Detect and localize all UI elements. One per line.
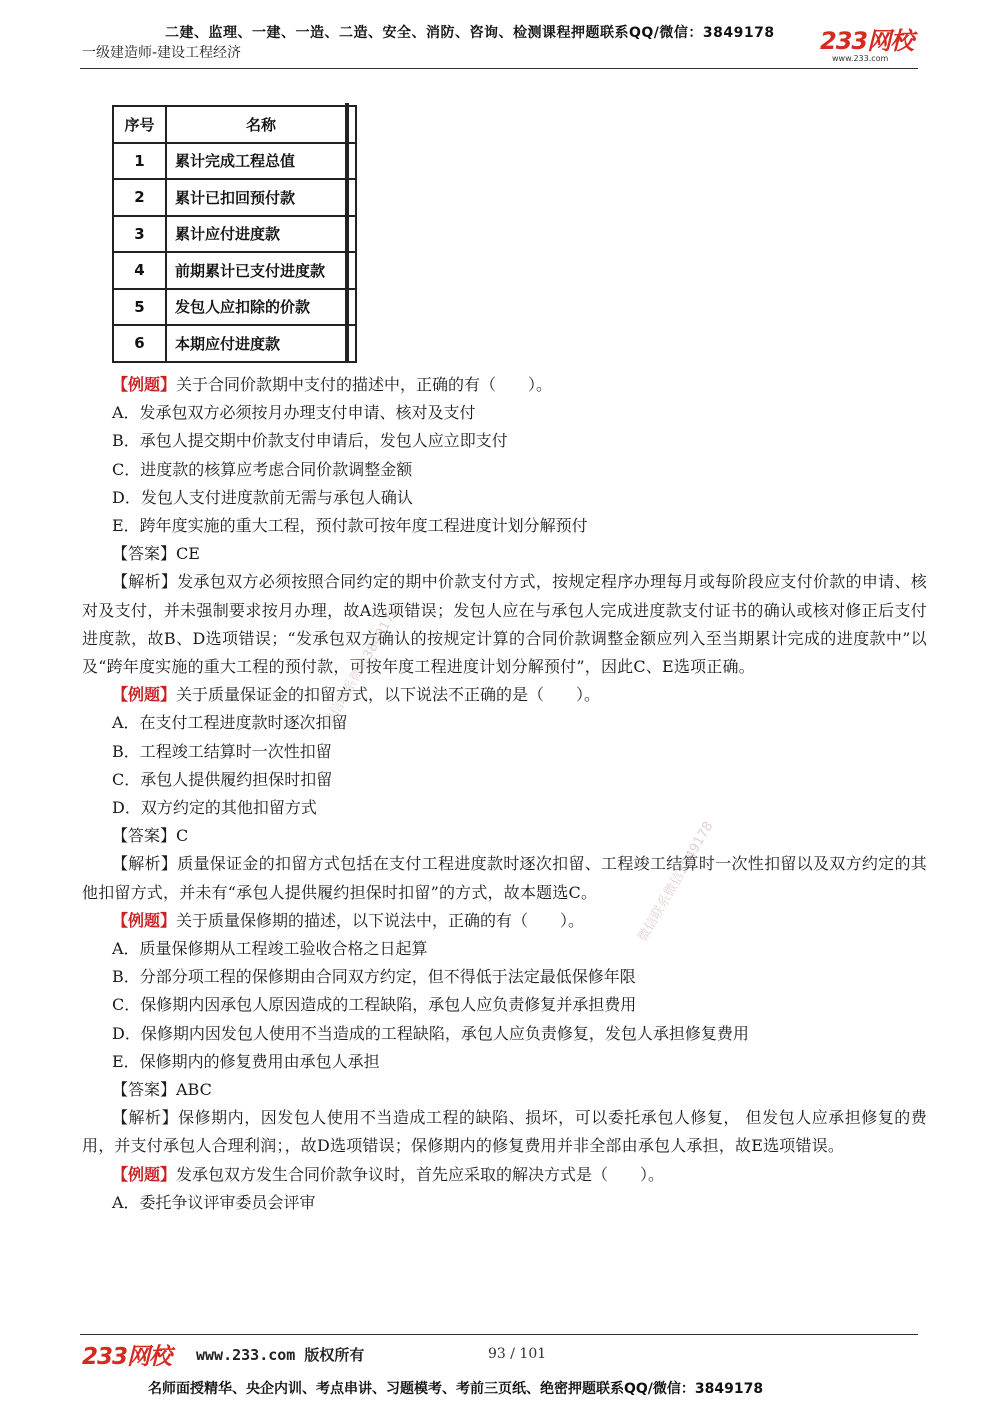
table-cell: 累计应付进度款 (166, 216, 356, 253)
table-cell: 发包人应扣除的价款 (166, 289, 356, 326)
footer-copyright: www.233.com 版权所有 (196, 1346, 365, 1364)
question-stem (82, 907, 927, 935)
table-header-row (113, 106, 356, 143)
answer-line: 【答案】ABC (112, 1080, 212, 1100)
option-item: A．在支付工程进度款时逐次扣留 (112, 713, 348, 733)
table-row (113, 325, 356, 362)
option-item: A．发承包双方必须按月办理支付申请、核对及支付 (112, 403, 476, 423)
option-item: C．进度款的核算应考虑合同价款调整金额 (112, 459, 413, 479)
table-row (113, 216, 356, 253)
footer-logo: 233网校 (82, 1344, 172, 1370)
question-text: 关于合同价款期中支付的描述中，正确的有（ ）。 (176, 375, 553, 394)
option-item: A．委托争议评审委员会评审 (112, 1192, 316, 1212)
watermark: 微信联系微信3849178 (321, 604, 403, 730)
example-tag: 【例题】 (112, 375, 177, 394)
table-cell: 2 (113, 179, 166, 216)
option-item: E．保修期内的修复费用由承包人承担 (112, 1051, 380, 1071)
option-item: C．保修期内因承包人原因造成的工程缺陷，承包人应负责修复并承担费用 (112, 995, 637, 1015)
items-table (112, 105, 357, 363)
header-divider (80, 68, 918, 69)
table-cell: 1 (113, 143, 166, 180)
option-item: E．跨年度实施的重大工程，预付款可按年度工程进度计划分解预付 (112, 516, 588, 536)
table-cell: 本期应付进度款 (166, 325, 356, 362)
header-contact-line: 二建、监理、一建、一造、二造、安全、消防、咨询、检测课程押题联系QQ/微信：3849178 (165, 25, 775, 41)
option-item: B．承包人提交期中价款支付申请后，发包人应立即支付 (112, 431, 508, 451)
option-item: D．保修期内因发包人使用不当造成的工程缺陷，承包人应负责修复，发包人承担修复费用 (112, 1023, 749, 1043)
page-number: 93 / 101 (488, 1346, 547, 1362)
table-header-cell: 序号 (113, 106, 166, 143)
option-item: D．发包人支付进度款前无需与承包人确认 (112, 487, 413, 507)
table-header-cell: 名称 (166, 106, 356, 143)
table-row (113, 289, 356, 326)
answer-line: 【答案】C (112, 826, 189, 846)
document-subtitle: 一级建造师-建设工程经济 (82, 45, 242, 61)
example-tag: 【例题】 (112, 1164, 177, 1184)
table-right-border (345, 103, 349, 363)
analysis-paragraph: 【解析】保修期内，因发包人使用不当造成工程的缺陷、损坏，可以委托承包人修复， 但发包人应承担修复的费用，并支付承包人合理利润；，故D选项错误；保修期内的修复费用并非全部由承包人承担，故E选项错误。 (82, 1108, 927, 1156)
table-row (113, 252, 356, 289)
option-item: A．质量保修期从工程竣工验收合格之日起算 (112, 939, 428, 959)
example-tag: 【例题】 (112, 685, 177, 705)
table-cell: 累计完成工程总值 (166, 143, 356, 180)
analysis-paragraph: 【解析】发承包双方必须按照合同约定的期中价款支付方式，按规定程序办理每月或每阶段应支付价款的申请、核对及支付，并未强制要求按月办理，故A选项错误；发包人应在与承包人完成进度款支付证书的确认或核对修正后支付进度款，故B、D选项错误；“发承包双方确认的按规定计算的合同价款调整金额应列入至当期累计完成的进度款中”以及“跨年度实施的重大工程的预付款，可按年度工程进度计划分解预付”，因此C、E选项正确。 (82, 572, 927, 677)
option-item: D．双方约定的其他扣留方式 (112, 798, 317, 818)
table-cell: 前期累计已支付进度款 (166, 252, 356, 289)
question-stem (82, 1161, 927, 1189)
table-cell: 3 (113, 216, 166, 253)
table-row (113, 143, 356, 180)
analysis-paragraph: 【解析】质量保证金的扣留方式包括在支付工程进度款时逐次扣留、工程竣工结算时一次性扣留以及双方约定的其他扣留方式，并未有“承包人提供履约担保时扣留”的方式，故本题选C。 (82, 854, 927, 902)
footer-contact-line: 名师面授精华、央企内训、考点串讲、习题模考、考前三页纸、绝密押题联系QQ/微信：3849178 (148, 1381, 764, 1397)
answer-line: 【答案】CE (112, 544, 200, 564)
option-item: C．承包人提供履约担保时扣留 (112, 769, 333, 789)
question-text: 发承包双方发生合同价款争议时，首先应采取的解决方式是（ ）。 (176, 1164, 665, 1184)
table-cell: 累计已扣回预付款 (166, 179, 356, 216)
watermark: 微信联系微信3849178 (635, 819, 717, 945)
question-text: 关于质量保修期的描述，以下说法中，正确的有（ ）。 (176, 910, 585, 930)
table-cell: 6 (113, 325, 166, 362)
question-text: 关于质量保证金的扣留方式，以下说法不正确的是（ ）。 (176, 685, 601, 705)
question-stem (82, 371, 927, 399)
question-stem (82, 681, 927, 709)
brand-logo (820, 28, 920, 68)
option-item: B．分部分项工程的保修期由合同双方约定，但不得低于法定最低保修年限 (112, 967, 636, 987)
option-item: B．工程竣工结算时一次性扣留 (112, 741, 332, 761)
example-tag: 【例题】 (112, 910, 177, 930)
logo-url: www.233.com (832, 54, 889, 63)
table-cell: 4 (113, 252, 166, 289)
table-cell: 5 (113, 289, 166, 326)
table-row (113, 179, 356, 216)
footer-divider (80, 1334, 918, 1335)
logo-text: 233网校 (820, 27, 914, 55)
question-content (82, 371, 927, 1217)
